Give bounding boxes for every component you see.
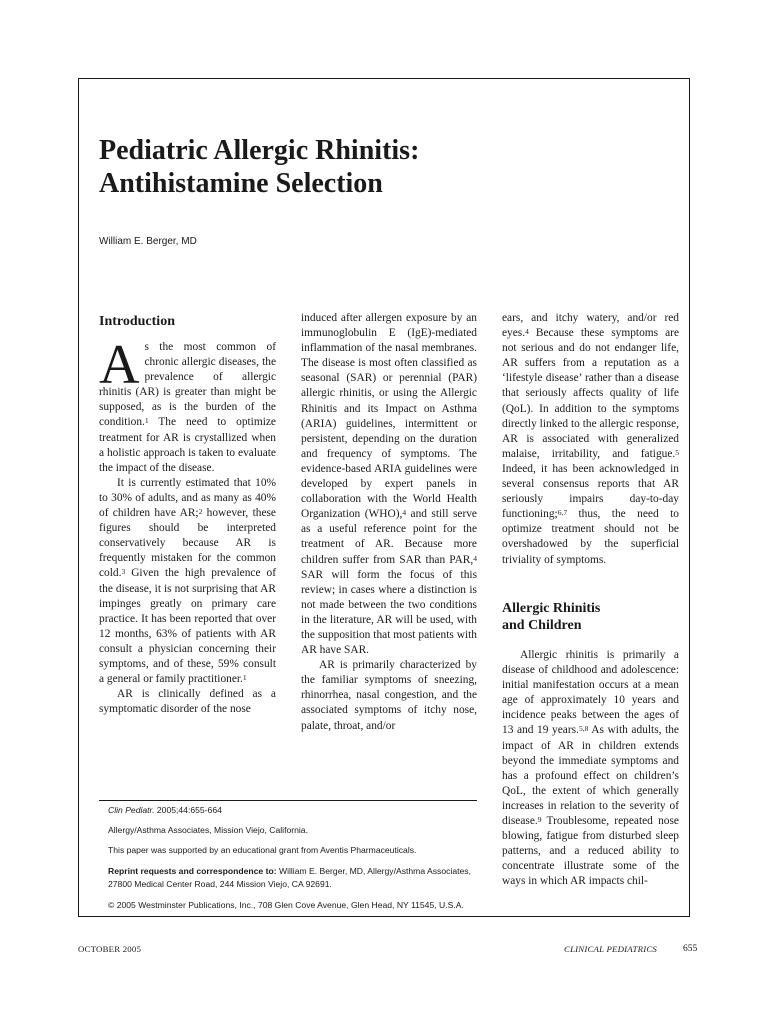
citation-ref: 6,7 (557, 508, 568, 518)
column-3-bottom (502, 648, 679, 890)
section-heading-introduction: Introduction (99, 314, 175, 329)
footnote-divider (99, 800, 477, 801)
footnote-reprint: Reprint requests and correspondence to: William E. Berger, MD, Allergy/Asthma Associates, 27800 Medical Center Road, 244 Mission Viejo, CA 92691. (108, 865, 471, 890)
column-3-top (502, 311, 679, 568)
footnote-affiliation: Allergy/Asthma Associates, Mission Viejo, California. (108, 825, 308, 836)
citation-ref: 4 (473, 553, 477, 563)
column-1 (99, 334, 276, 717)
citation-ref: 1 (242, 673, 247, 683)
paragraph: AR is clinically defined as a symptomatic disorder of the nose (99, 688, 276, 716)
paragraph: As the most common of chronic allergic diseases, the prevalence of allergic rhinitis (AR) is greater than might be supposed, as is the burden of the condition.$^1$ The need to optimize treatment for AR is crystallized when a holistic approach is taken to evaluate the impact of the disease. (99, 334, 276, 474)
author-byline: William E. Berger, MD (99, 236, 197, 247)
paragraph: induced after allergen exposure by an immunoglobulin E (IgE)-mediated inflammation of the nasal membranes. The disease is most often classified as seasonal (SAR) or perennial (PAR) allergic rhinitis, or using the Allergic Rhinitis and its Impact on Asthma (ARIA) guidelines, intermittent or persistent, depending on the duration and frequency of symptoms. The evidence-based ARIA guidelines were developed by expert panels in collaboration with the World Health Organization (WHO),$^4$ and still serve as a useful reference point for the treatment of AR. Because more children suffer from SAR than PAR,$^4$ SAR will form the focus of this review; in cases where a distinction is not made between the two conditions in the literature, AR will be used, with the supposition that most patients with AR have SAR. (301, 312, 477, 657)
citation-ref: 9 (537, 815, 542, 825)
paragraph: AR is primarily characterized by the familiar symptoms of sneezing, rhinorrhea, nasal congestion, and the associated symptoms of itchy nose, palate, throat, and/or (301, 659, 477, 732)
section-heading-allergic-rhinitis-children: Allergic Rhinitis and Children (502, 601, 601, 633)
citation-ref: 4 (525, 327, 529, 337)
paragraph: ears, and itchy watery, and/or red eyes.$^4$ Because these symptoms are not serious and do not endanger life, AR suffers from a reputation as a ‘lifestyle disease’ rather than a disease that seriously affects quality of life (QoL). In addition to the symptoms directly linked to the allergic response, AR is associated with generalized malaise, irritability, and fatigue.$^5$ Indeed, it has been acknowledged in several consensus reports that AR seriously impairs day-to-day functioning;$^{6,7}$ thus, the need to optimize treatment should not be overshadowed by the superficial triviality of symptoms. (502, 312, 679, 566)
citation-ref: 4 (402, 508, 407, 518)
footnote-support: This paper was supported by an educational grant from Aventis Pharmaceuticals. (108, 845, 417, 856)
column-2 (301, 311, 477, 734)
title-line-1: Pediatric Allergic Rhinitis: (99, 135, 420, 166)
footer-date: OCTOBER 2005 (78, 944, 142, 954)
citation-ref: 1 (144, 416, 149, 426)
citation-ref: 2 (198, 507, 203, 517)
paragraph: Allergic rhinitis is primarily a disease of childhood and adolescence: initial manifestation occurs at a mean age of approximately 10 years and incidence peaks between the ages of 13 and 19 years.$^{5,8}$ As with adults, the impact of AR in children extends beyond the immediate symptoms and has a profound effect on children’s QoL, the extent of which generally increases in relation to the severity of disease.$^9$ Troublesome, repeated nose blowing, fatigue from disturbed sleep patterns, and a reduced ability to concentrate illustrate some of the ways in which AR impacts chil- (502, 649, 679, 888)
page-number: 655 (683, 944, 698, 954)
footnote-copyright: © 2005 Westminster Publications, Inc., 708 Glen Cove Avenue, Glen Head, NY 11545, U.S.A. (108, 899, 464, 910)
footer-journal: CLINICAL PEDIATRICS (564, 944, 657, 954)
footnote-citation: Clin Pediatr. 2005;44:655-664 (108, 805, 222, 815)
paragraph: It is currently estimated that 10% to 30% of adults, and as many as 40% of children have AR;$^2$ however, these figures should be interpreted conservatively because AR is frequently mistaken for the common cold.$^3$ Given the high prevalence of the disease, it is not surprising that AR impinges greatly on primary care practice. It has been reported that over 12 months, 63% of patients with AR consult a physician concerning their symptoms, and of these, 59% consult a general or family practitioner.$^1$ (99, 476, 276, 686)
citation-ref: 5,8 (578, 724, 589, 734)
citation-ref: 5 (675, 447, 679, 457)
citation-ref: 3 (121, 567, 126, 577)
title-line-2: Antihistamine Selection (99, 168, 383, 199)
footnotes (108, 804, 478, 919)
drop-cap: A (99, 334, 140, 396)
article-title (99, 134, 419, 200)
